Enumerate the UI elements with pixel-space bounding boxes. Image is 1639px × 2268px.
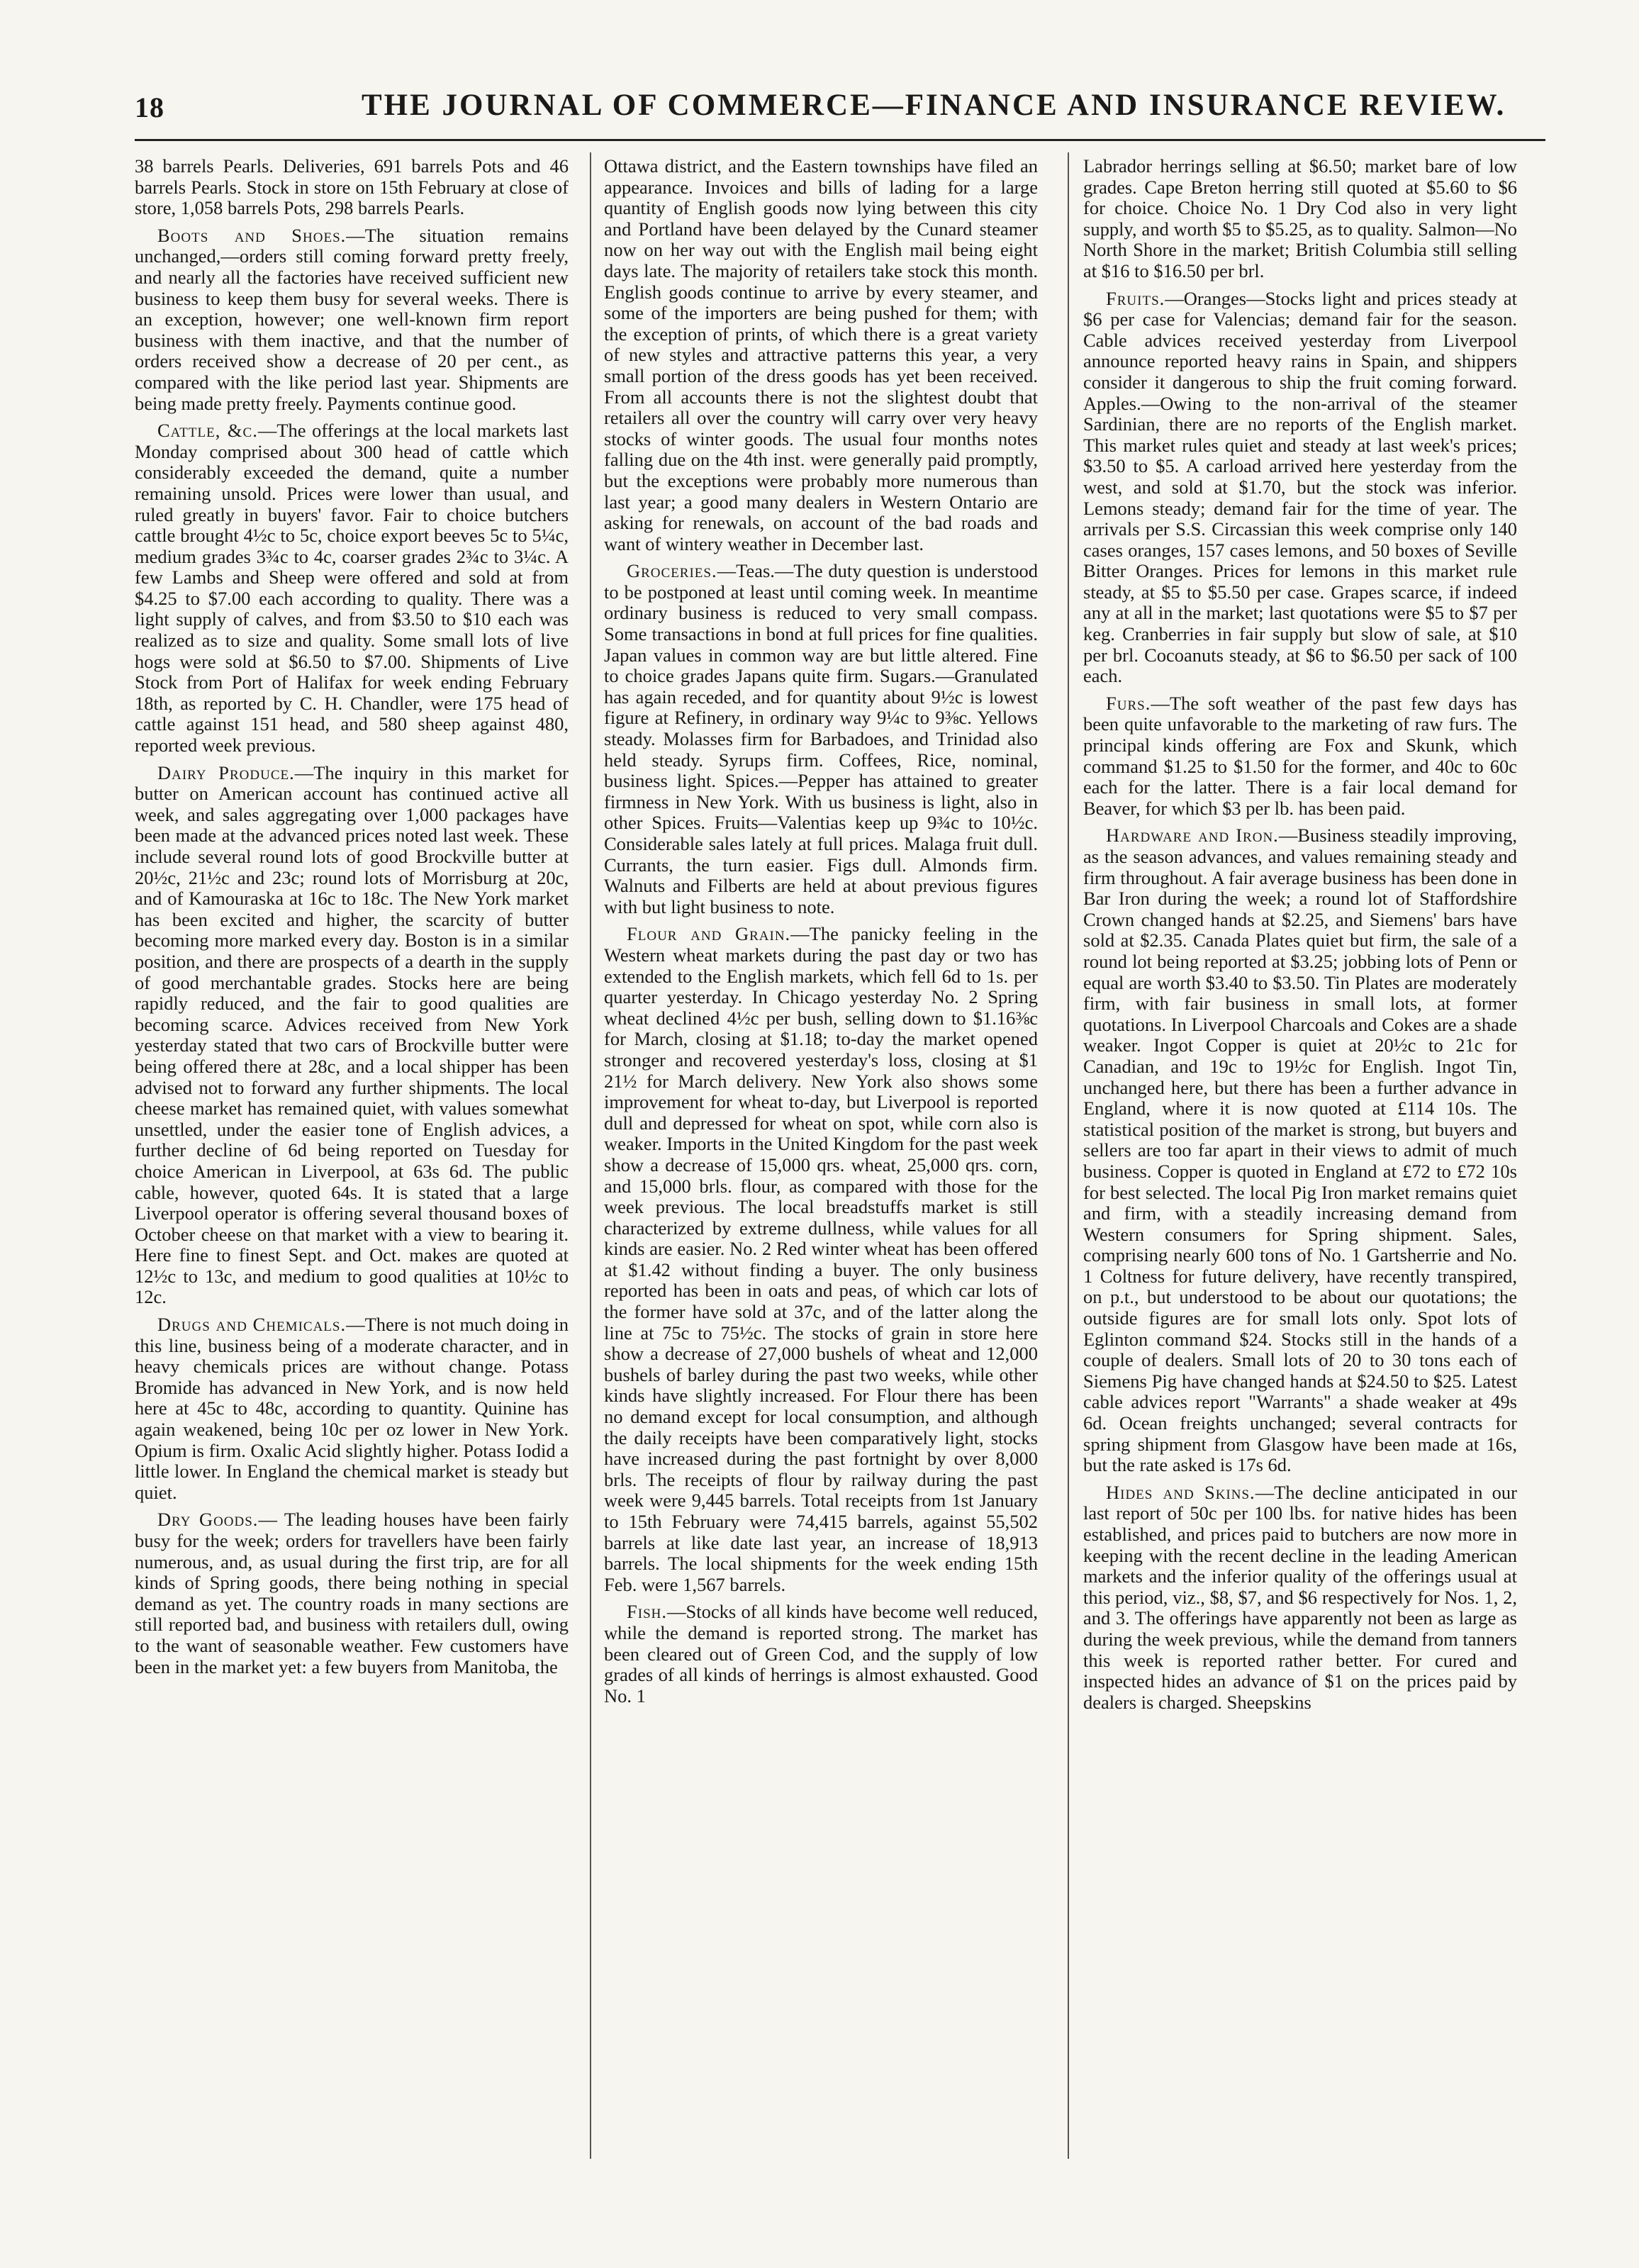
- header-rule: [135, 139, 1545, 141]
- section-body: —Stocks of all kinds have become well reduced, while the demand is reported strong. The market has been cleared out of Green Cod, and the supply of low grades of all kinds of herrings is almost exhausted. Good No. 1: [604, 1601, 1038, 1706]
- paragraph-fish-continued: Labrador herrings selling at $6.50; market bare of low grades. Cape Breton herring still quoted at $5.60 to $6 for choice. Choice No. 1 Dry Cod also in very light supply, and worth $5 to $5.25, as to quality. Salmon—No North Shore in the market; British Columbia still selling at $16 to $16.50 per brl.: [1083, 156, 1517, 281]
- section-body: —The situation remains unchanged,—orders still coming forward pretty freely, and nearly all the factories have received sufficient new business to keep them busy for several weeks. There is an exception, however; one well-known firm report business with them inactive, and that the number of orders received show a decrease of 20 per cent., as compared with the like period last year. Shipments are being made pretty freely. Payments continue good.: [135, 224, 569, 414]
- section-fruits: [1083, 289, 1517, 687]
- paragraph-dry-goods-continued: Ottawa district, and the Eastern townships have filed an appearance. Invoices and bills of lading for a large quantity of English goods now lying between this city and Portland have been delayed by the Cunard steamer now on her way out with the English mail being eight days late. The majority of retailers take stock this month. English goods continue to arrive by every steamer, and some of the importers are being pushed for them; with the exception of prints, of which there is a great variety of new styles and attractive patterns this year, a very small portion of the dress goods has yet been received. From all accounts there is not the slightest doubt that retailers all over the country will carry over very heavy stocks of winter goods. The usual four months notes falling due on the 4th inst. were generally paid promptly, but the exceptions were probably more numerous than last year; a good many dealers in Western Ontario are asking for renewals, on account of the bad roads and want of wintery weather in December last.: [604, 156, 1038, 554]
- section-drugs-and-chemicals: [135, 1314, 569, 1503]
- section-heading: Furs.: [1106, 692, 1151, 714]
- section-dry-goods: [135, 1509, 569, 1677]
- section-heading: Flour and Grain.: [627, 923, 791, 945]
- section-heading: Hardware and Iron.: [1106, 825, 1279, 847]
- page-number: 18: [135, 91, 164, 123]
- section-heading: Dairy Produce.: [157, 761, 295, 783]
- section-body: —The panicky feeling in the Western wheat markets during the past day or two has extended to the English markets, which fell 6d to 1s. per quarter yesterday. In Chicago yesterday No. 2 Spring wheat declined 4½c per bush, selling down to $1.16⅜c for March, closing at $1.18; to-day the market opened stronger and recovered yesterday's loss, closing at $1 21½ for March delivery. New York also shows some improvement for wheat to-day, but Liverpool is reported dull and depressed for wheat on spot, while corn also is weaker. Imports in the United Kingdom for the past week show a decrease of 15,000 qrs. wheat, 25,000 qrs. corn, and 15,000 brls. flour, as compared with those for the week previous. The local breadstuffs market is still characterized by extreme dullness, while values for all kinds are easier. No. 2 Red winter wheat has been offered at $1.42 without finding a buyer. The only business reported has been in oats and peas, of which car lots of the former have sold at 37c, and of the latter along the line at 75c to 75½c. The stocks of grain in store here show a decrease of 27,000 bushels of wheat and 12,000 bushels of barley during the past two weeks, while other kinds have slightly increased. For Flour there has been no demand except for local consumption, and although the daily receipts have been comparatively light, stocks have increased during the past fortnight by over 8,000 brls. The receipts of flour by railway during the past week were 9,445 barrels. Total receipts from 1st January to 15th February were 74,415 barrels, against 55,502 barrels at like date last year, an increase of 18,913 barrels. The local shipments for the week ending 15th Feb. were 1,567 barrels.: [604, 923, 1038, 1595]
- section-body: —The decline anticipated in our last report of 50c per 100 lbs. for native hides has been established, and prices paid to butchers are now more in keeping with the recent decline in the leading American markets and the inferior quality of the offerings usual at this period, viz., $8, $7, and $6 respectively for Nos. 1, 2, and 3. The offerings have apparently not been as large as during the week previous, while the demand from tanners this week is reported rather better. For cured and inspected hides an advance of $1 on the prices paid by dealers is charged. Sheepskins: [1083, 1481, 1517, 1713]
- section-body: —The offerings at the local markets last Monday comprised about 300 head of cattle which considerably exceeded the demand, quite a number remaining unsold. Prices were lower than usual, and ruled greatly in buyers' favor. Fair to choice butchers cattle brought 4½c to 5c, choice export beeves 5c to 5¼c, medium grades 3¾c to 4c, coarser grades 2¾c to 3¼c. A few Lambs and Sheep were offered and sold at from $4.25 to $7.00 each according to quality. There was a light supply of calves, and from $3.50 to $10 each was realized as to size and quality. Some small lots of live hogs were sold at $6.50 to $7.00. Shipments of Live Stock from Port of Halifax for week ending February 18th, as reported by C. H. Chandler, were 175 head of cattle against 151 head, and 580 sheep against 480, reported week previous.: [135, 420, 569, 756]
- column-divider: [1068, 152, 1069, 2159]
- section-heading: Groceries.: [627, 560, 717, 582]
- section-body: —The soft weather of the past few days has been quite unfavorable to the marketing of raw furs. The principal kinds offering are Fox and Skunk, which command $1.25 to $1.50 for the former, and 40c to 60c each for the latter. There is a fair local demand for Beaver, for which $3 per lb. has been paid.: [1083, 692, 1517, 819]
- section-heading: Fish.: [627, 1601, 667, 1623]
- section-fish: [604, 1602, 1038, 1706]
- section-heading: Hides and Skins.: [1106, 1481, 1255, 1503]
- section-hides-and-skins: [1083, 1482, 1517, 1714]
- section-body: —Oranges—Stocks light and prices steady at $6 per case for Valencias; demand fair for the season. Cable advices received yesterday from Liverpool announce reported heavy rains in Spain, and shippers consider it dangerous to ship the fruit coming forward. Apples.—Owing to the non-arrival of the steamer Sardinian, there are no reports of the English market. This market rules quiet and steady at last week's prices; $3.50 to $5. A carload arrived here yesterday from the west, and sold at $1.70, but the stock was inferior. Lemons steady; demand fair for the time of year. The arrivals per S.S. Circassian this week comprise only 140 cases oranges, 157 cases lemons, and 50 boxes of Seville Bitter Oranges. Prices for lemons in this market rule steady, at $5 to $5.50 per case. Grapes scarce, if indeed any at all in the market; last quotations were $5 to $7 per keg. Cranberries in fair supply but slow of sale, at $10 per brl. Cocoanuts steady, at $6 to $6.50 per sack of 100 each.: [1083, 287, 1517, 687]
- section-furs: [1083, 693, 1517, 820]
- section-heading: Cattle, &c.: [157, 420, 258, 442]
- column-1: [135, 156, 569, 2198]
- section-body: —Teas.—The duty question is understood to be postponed at least until coming week. In meantime ordinary business is reduced to very small compass. Some transactions in bond at full prices for fine qualities. Japan values in common way are but little altered. Fine to choice grades Japans quite firm. Sugars.—Granulated has again receded, and for quantity about 9½c is lowest figure at Refinery, in ordinary way 9¼c to 9⅜c. Yellows steady. Molasses firm for Barbadoes, and Trinidad also held steady. Syrups firm. Coffees, Rice, nominal, business light. Spices.—Pepper has attained to greater firmness in New York. With us business is light, also in other Spices. Fruits—Valentias keep up 9¾c to 10½c. Considerable sales lately at full prices. Malaga fruit dull. Currants, the turn easier. Figs dull. Almonds firm. Walnuts and Filberts are held at about previous figures with but light business to note.: [604, 560, 1038, 917]
- section-body: —There is not much doing in this line, business being of a moderate character, and in heavy chemicals prices are without change. Potass Bromide has advanced in New York, and is now held here at 45c to 48c, according to quantity. Quinine has again weakened, being 10c per oz lower in New York. Opium is firm. Oxalic Acid slightly higher. Potass Iodid a little lower. In England the chemical market is steady but quiet.: [135, 1314, 569, 1503]
- section-body: — The leading houses have been fairly busy for the week; orders for travellers have been fairly numerous, and, as usual during the first trip, are for all kinds of Spring goods, there being nothing in special demand as yet. The country roads in many sections are still reported bad, and business with retailers dull, owing to the want of seasonable weather. Few customers have been in the market yet: a few buyers from Manitoba, the: [135, 1509, 569, 1677]
- section-dairy-produce: [135, 763, 569, 1308]
- section-boots-and-shoes: [135, 225, 569, 414]
- section-cattle: [135, 420, 569, 756]
- column-divider: [590, 152, 591, 2159]
- page-header: [135, 84, 1545, 140]
- column-2: [604, 156, 1038, 2198]
- running-title: THE JOURNAL OF COMMERCE—FINANCE AND INSURANCE REVIEW.: [362, 89, 1506, 122]
- section-body: —Business steadily improving, as the season advances, and values remaining steady and firm throughout. A fair average business has been done in Bar Iron during the week; a round lot of Staffordshire Crown changed hands at $2.25, and Siemens' bars have sold at $2.35. Canada Plates quiet but firm, the sale of a round lot being reported at $3.25; jobbing lots of Penn or equal are worth $3.40 to $3.50. Tin Plates are moderately firm, with fair business in small lots, at former quotations. In Liverpool Charcoals and Cokes are a shade weaker. Ingot Copper is quiet at 20½c to 21c for Canadian, and 19c to 19½c for English. Ingot Tin, unchanged here, but there has been a further advance in England, where it is now quoted at £114 10s. The statistical position of the market is strong, but buyers and sellers are too far apart in their views to admit of much business. Copper is quoted in England at £72 to £72 10s for best selected. The local Pig Iron market remains quiet and firm, with a steadily increasing demand from Western consumers for Spring shipment. Sales, comprising nearly 600 tons of No. 1 Gartsherrie and No. 1 Coltness for future delivery, have recently transpired, on p.t., but understood to be about our quotations; the outside figures are for small lots only. Spot lots of Eglinton command $24. Stocks still in the hands of a couple of dealers. Small lots of 20 to 30 tons each of Siemens Pig have changed hands at $24.50 to $25. Latest cable advices report "Warrants" a shade weaker at 49s 6d. Ocean freights unchanged; several contracts for spring shipment from Glasgow have been made at 16s, but the rate asked is 17s 6d.: [1083, 825, 1517, 1476]
- column-3: [1083, 156, 1517, 2198]
- paragraph-potash-stocks: 38 barrels Pearls. Deliveries, 691 barrels Pots and 46 barrels Pearls. Stock in store on 15th February at close of store, 1,058 barrels Pots, 298 barrels Pearls.: [135, 156, 569, 219]
- section-groceries: [604, 561, 1038, 917]
- section-heading: Drugs and Chemicals.: [157, 1314, 347, 1336]
- section-heading: Boots and Shoes.: [157, 224, 347, 246]
- section-heading: Dry Goods.: [157, 1509, 259, 1531]
- section-flour-and-grain: [604, 924, 1038, 1595]
- section-heading: Fruits.: [1106, 287, 1165, 309]
- section-body: —The inquiry in this market for butter on American account has continued active all week, and sales aggregating over 1,000 packages have been made at the advanced prices noted last week. These include several round lots of good Brockville butter at 20½c, 21½c and 23c; round lots of Morrisburg at 20c, and of Kamouraska at 16c to 18c. The New York market has been excited and higher, the scarcity of butter becoming more marked every day. Boston is in a similar position, and there are prospects of a dearth in the supply of good merchantable grades. Stocks here are being rapidly reduced, and the fair to good qualities are becoming scarce. Advices received from New York yesterday stated that two cars of Brockville butter were being offered there at 28c, and a local shipper has been advised not to forward any further shipments. The local cheese market has remained quiet, with values somewhat unsettled, under the easier tone of English advices, a further decline of 6d being reported on Tuesday for choice American in Liverpool, at 63s 6d. The public cable, however, quoted 64s. It is stated that a large Liverpool operator is offering several thousand boxes of October cheese on that market with a view to bearing it. Here fine to finest Sept. and Oct. makes are quoted at 12½c to 13c, and medium to good qualities at 10½c to 12c.: [135, 761, 569, 1308]
- section-hardware-and-iron: [1083, 825, 1517, 1475]
